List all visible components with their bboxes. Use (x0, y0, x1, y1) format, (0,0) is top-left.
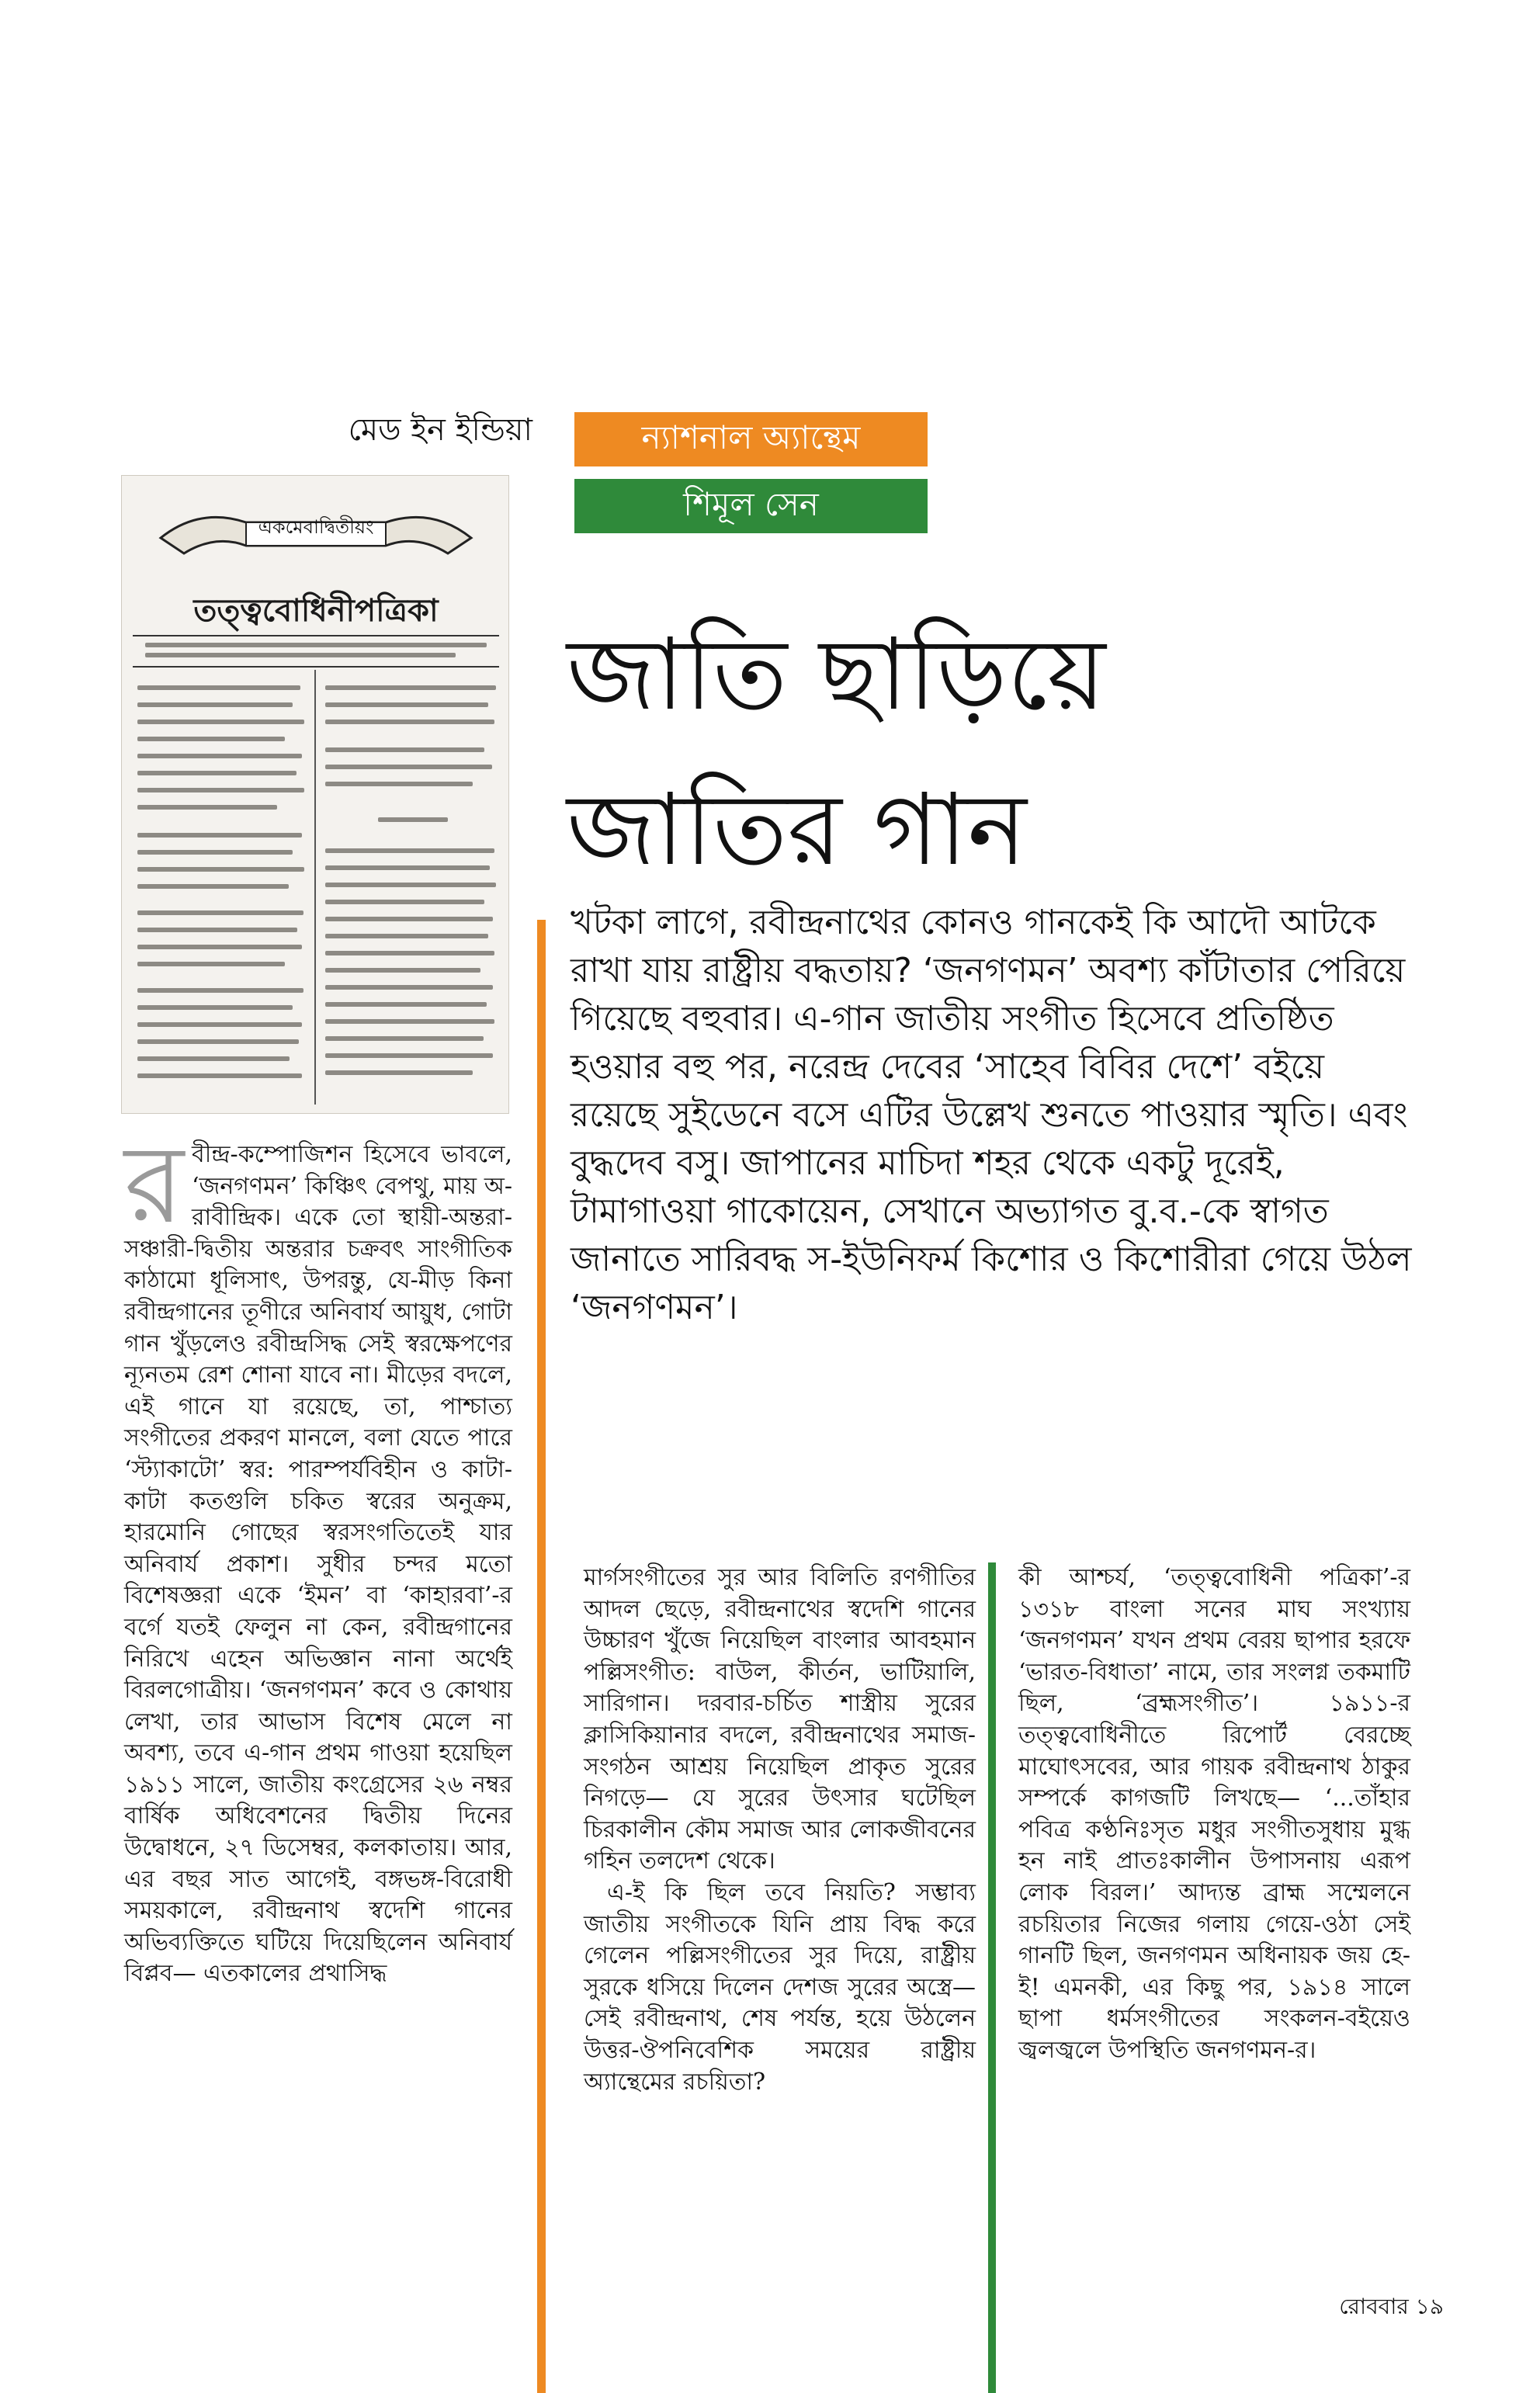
scan-text-line (325, 685, 496, 690)
scan-text-line (137, 737, 285, 741)
scan-text-line (137, 1056, 290, 1061)
scan-text-line (137, 850, 293, 855)
section-label: মেড ইন ইন্ডিয়া (348, 412, 532, 448)
headline-line-2: জাতির গান (567, 772, 1027, 888)
banner-text: একমেবাদ্বিতীয়ং (258, 516, 374, 538)
scan-text-line (145, 653, 456, 657)
scan-text-line (325, 1019, 494, 1024)
scan-text-line (137, 702, 293, 707)
orange-column-rule (537, 920, 546, 2393)
scan-text-line (137, 928, 297, 932)
scan-text-line (137, 805, 277, 810)
scan-text-line (325, 917, 493, 921)
column-3-text: কী আশ্চর্য, ‘তত্ত্ববোধিনী পত্রিকা’-র ১৩১৮ বাংলা সনের মাঘ সংখ্যায় ‘জনগণমন’ যখন প্রথম বেরয় ছাপার হরফে ‘ভারত-বিধাতা’ নামে, তার সংলগ্ন তকমাটি ছিল, ‘ব্রহ্মসংগীত’। ১৯১১-র তত্ত্ববোধিনীতে রিপোর্ট বেরচ্ছে মাঘোৎসবের, আর গায়ক রবীন্দ্রনাথ ঠাকুর সম্পর্কে কাগজটি লিখছে— ‘...তাঁহার পবিত্র কণ্ঠনিঃসৃত মধুর সংগীতসুধায় মুগ্ধ হন নাই প্রাতঃকালীন উপাসনায় এরূপ লোক বিরল।’ আদ্যন্ত ব্রাহ্ম সম্মেলনে রচয়িতার নিজের গলায় গেয়ে-ওঠা সেই গানটি ছিল, জনগণমন অধিনায়ক জয় হে-ই! এমনকী, এর কিছু পর, ১৯১৪ সালে ছাপা ধর্মসংগীতের সংকলন-বইয়েও জ্বলজ্বলে উপস্থিতি জনগণমন-র। (1018, 1564, 1410, 2064)
scan-text-line (137, 884, 289, 889)
scan-text-line (325, 765, 492, 769)
standfirst: খটকা লাগে, রবীন্দ্রনাথের কোনও গানকেই কি আদৌ আটকে রাখা যায় রাষ্ট্রীয় বদ্ধতায়? ‘জনগণমন’ অবশ্য কাঁটাতার পেরিয়ে গিয়েছে বহুবার। এ-গান জাতীয় সংগীত হিসেবে প্রতিষ্ঠিত হওয়ার বহু পর, নরেন্দ্র দেবের ‘সাহেব বিবির দেশে’ বইয়ে রয়েছে সুইডেনে বসে এটির উল্লেখ শুনতে পাওয়ার স্মৃতি। এবং বুদ্ধদেব বসু। জাপানের মাচিদা শহর থেকে একটু দূরেই, টামাগাওয়া গাকোয়েন, সেখানে অভ্যাগত বু.ব.-কে স্বাগত জানাতে সারিবদ্ধ স-ইউনিফর্ম কিশোর ও কিশোরীরা গেয়ে উঠল ‘জনগণমন’। (571, 903, 1412, 1327)
scan-text-line (325, 900, 484, 904)
column-1-text: বীন্দ্র-কম্পোজিশন হিসেবে ভাবলে, ‘জনগণমন’ কিঞ্চিৎ বেপথু, মায় অ-রাবীন্দ্রিক। একে তো স্থায়ী-অন্তরা-সঞ্চারী-দ্বিতীয় অন্তরার চক্রবৎ সাংগীতিক কাঠামো ধূলিসাৎ, উপরন্তু, যে-মীড় কিনা রবীন্দ্রগানের তূণীরে অনিবার্য আয়ুধ, গোটা গান খুঁড়লেও রবীন্দ্রসিদ্ধ সেই স্বরক্ষেপণের ন্যূনতম রেশ শোনা যাবে না। মীড়ের বদলে, এই গানে যা রয়েছে, তা, পাশ্চাত্য সংগীতের প্রকরণ মানলে, বলা যেতে পারে ‘স্ট্যাকাটো’ স্বর: পারম্পর্যবিহীন ও কাটা-কাটা কতগুলি চকিত স্বরের অনুক্রম, হারমোনি গোছের স্বরসংগতিতেই যার অনিবার্য প্রকাশ। সুধীর চন্দর মতো বিশেষজ্ঞরা একে ‘ইমন’ বা ‘কাহারবা’-র বর্গে যতই ফেলুন না কেন, রবীন্দ্রগানের নিরিখে এহেন অভিজ্ঞান নানা অর্থেই বিরলগোত্রীয়। ‘জনগণমন’ কবে ও কোথায় লেখা, তার আভাস বিশেষ মেলে না অবশ্য, তবে এ-গান প্রথম গাওয়া হয়েছিল ১৯১১ সালে, জাতীয় কংগ্রেসের ২৬ নম্বর বার্ষিক অধিবেশনের দ্বিতীয় দিনের উদ্বোধনে, ২৭ ডিসেম্বর, কলকাতায়। আর, এর বছর সাত আগেই, বঙ্গভঙ্গ-বিরোধী সময়কালে, রবীন্দ্রনাথ স্বদেশি গানের অভিব্যক্তিতে ঘটিয়ে দিয়েছিলেন অনিবার্য বিপ্লব— এতকালের প্রথাসিদ্ধ (124, 1141, 512, 1988)
scan-text-line (137, 962, 285, 966)
scan-column-divider (314, 670, 316, 1105)
scan-text-line (325, 985, 493, 990)
scan-rule (133, 666, 499, 668)
scan-text-line (325, 720, 494, 724)
scan-text-line (325, 951, 494, 955)
masthead: তত্ত্ববোধিনীপত্রিকা (193, 592, 439, 629)
scan-text-line (325, 1070, 473, 1075)
scan-text-line (325, 968, 480, 973)
scan-text-line (325, 1002, 487, 1007)
scan-text-line (325, 702, 488, 707)
scan-text-line (325, 848, 494, 853)
scan-text-line (137, 1039, 299, 1044)
scan-text-line (137, 720, 304, 724)
page-folio: রোববার ১৯ (1339, 2294, 1444, 2319)
headline (567, 598, 1459, 908)
scan-text-line (325, 1053, 493, 1058)
scan-text-line (325, 747, 484, 752)
scan-text-line (325, 934, 488, 938)
body-column-1 (124, 1122, 512, 1990)
scan-text-line (145, 643, 487, 647)
scan-text-line (325, 782, 473, 786)
scan-text-line (137, 910, 303, 915)
column-2-paragraph-1: মার্গসংগীতের সুর আর বিলিতি রণগীতির আদল ছেড়ে, রবীন্দ্রনাথের স্বদেশি গানের উচ্চারণ খুঁজে নিয়েছিল বাংলার আবহমান পল্লিসংগীত: বাউল, কীর্তন, ভাটিয়ালি, সারিগান। দরবার-চর্চিত শাস্ত্রীয় সুরের ক্লাসিকিয়ানার বদলে, রবীন্দ্রনাথের সমাজ-সংগঠন আশ্রয় নিয়েছিল প্রাকৃত সুরের নিগড়ে— যে সুরের উৎসার ঘটেছিল চিরকালীন কৌম সমাজ আর লোকজীবনের গহিন তলদেশ থেকে। (584, 1564, 976, 1875)
scan-text-line (137, 754, 302, 758)
scan-text-line (137, 833, 302, 838)
scan-text-line (137, 771, 297, 775)
scan-text-line (137, 1073, 302, 1078)
body-column-3 (1018, 1562, 1410, 2067)
scan-rule (133, 635, 499, 636)
scan-text-line (325, 865, 490, 870)
drop-cap: র (124, 1122, 185, 1248)
scan-text-line (137, 988, 303, 993)
headline-line-1: জাতি ছাড়িয়ে (567, 617, 1106, 733)
body-column-2 (584, 1562, 976, 2098)
scan-text-line (137, 867, 304, 872)
scan-text-line (137, 685, 300, 690)
category-tag: ন্যাশনাল অ্যান্থেম (574, 412, 928, 466)
scan-text-line (325, 1036, 484, 1041)
scan-text-line (378, 817, 448, 822)
green-column-rule (988, 1562, 996, 2393)
scan-text-line (137, 1005, 293, 1010)
scan-text-line (137, 788, 304, 792)
historical-magazine-scan (121, 475, 509, 1114)
author-tag: শিমূল সেন (574, 479, 928, 533)
column-2-paragraph-2: এ-ই কি ছিল তবে নিয়তি? সম্ভাব্য জাতীয় সংগীতকে যিনি প্রায় বিদ্ধ করে গেলেন পল্লিসংগীতের সুর দিয়ে, রাষ্ট্রীয় সুরকে ধসিয়ে দিলেন দেশজ সুরের অস্ত্রে— সেই রবীন্দ্রনাথ, শেষ পর্যন্ত, হয়ে উঠলেন উত্তর-ঔপনিবেশিক সময়ের রাষ্ট্রীয় অ্যান্থেমের রচয়িতা? (584, 1878, 976, 2096)
scan-text-line (137, 1022, 302, 1027)
scan-text-line (137, 945, 302, 949)
scan-text-line (325, 883, 496, 887)
